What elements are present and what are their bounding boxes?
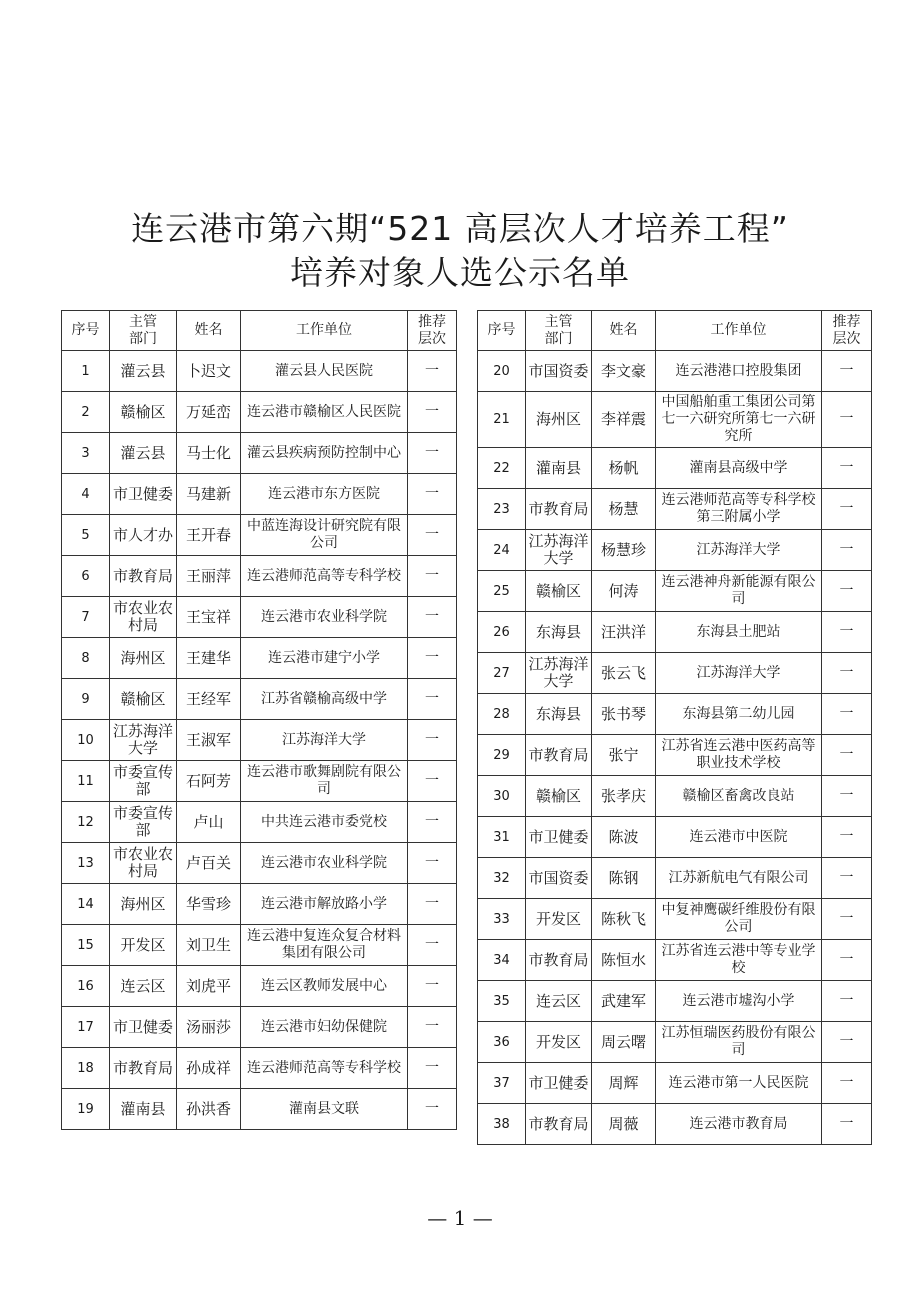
seq-cell: 28 [478,694,526,735]
name-cell: 王丽萍 [177,556,241,597]
dept-cell: 市国资委 [526,351,592,392]
table-row [62,884,457,925]
org-cell: 连云港市解放路小学 [241,884,408,925]
seq-cell: 1 [62,351,110,392]
dept-cell: 市农业农村局 [110,843,177,884]
level-cell: 一 [822,776,872,817]
seq-cell: 12 [62,802,110,843]
seq-cell: 32 [478,858,526,899]
table-row [478,940,872,981]
dept-cell: 市农业农村局 [110,597,177,638]
table-row [478,694,872,735]
seq-cell: 27 [478,653,526,694]
level-cell: 一 [822,489,872,530]
header-org: 工作单位 [656,311,822,351]
table-row [478,530,872,571]
name-cell: 王开春 [177,515,241,556]
level-cell: 一 [822,1104,872,1145]
dept-cell: 市卫健委 [110,474,177,515]
dept-cell: 东海县 [526,694,592,735]
org-cell: 中共连云港市委党校 [241,802,408,843]
table-row [478,653,872,694]
dept-cell: 市教育局 [110,1048,177,1089]
name-cell: 陈恒水 [592,940,656,981]
seq-cell: 5 [62,515,110,556]
name-cell: 石阿芳 [177,761,241,802]
table-row [478,858,872,899]
name-cell: 孙成祥 [177,1048,241,1089]
seq-cell: 21 [478,392,526,448]
org-cell: 灌云县疾病预防控制中心 [241,433,408,474]
table-row [62,720,457,761]
level-cell: 一 [822,817,872,858]
name-cell: 杨慧珍 [592,530,656,571]
header-seq: 序号 [478,311,526,351]
dept-cell: 江苏海洋大学 [110,720,177,761]
table-row [478,571,872,612]
seq-cell: 23 [478,489,526,530]
name-cell: 张孝庆 [592,776,656,817]
name-cell: 李文豪 [592,351,656,392]
dept-cell: 海州区 [110,884,177,925]
org-cell: 江苏省赣榆高级中学 [241,679,408,720]
document-title-line-1: 连云港市第六期“521 高层次人才培养工程” [131,209,789,248]
name-cell: 李祥震 [592,392,656,448]
name-cell: 孙洪香 [177,1089,241,1130]
seq-cell: 20 [478,351,526,392]
table-row [478,776,872,817]
org-cell: 连云港师范高等专科学校第三附属小学 [656,489,822,530]
level-cell: 一 [822,1063,872,1104]
seq-cell: 24 [478,530,526,571]
table-header-row [478,311,872,351]
table-row [478,1063,872,1104]
dept-cell: 赣榆区 [110,392,177,433]
level-cell: 一 [408,1007,457,1048]
seq-cell: 19 [62,1089,110,1130]
table-row [478,351,872,392]
org-cell: 连云港神舟新能源有限公司 [656,571,822,612]
org-cell: 连云港市墟沟小学 [656,981,822,1022]
org-cell: 江苏新航电气有限公司 [656,858,822,899]
name-cell: 陈秋飞 [592,899,656,940]
org-cell: 连云区教师发展中心 [241,966,408,1007]
level-cell: 一 [822,571,872,612]
org-cell: 赣榆区畜禽改良站 [656,776,822,817]
org-cell: 连云港市妇幼保健院 [241,1007,408,1048]
header-name: 姓名 [177,311,241,351]
org-cell: 连云港市农业科学院 [241,843,408,884]
level-cell: 一 [408,433,457,474]
seq-cell: 10 [62,720,110,761]
name-cell: 马士化 [177,433,241,474]
table-row [478,981,872,1022]
table-row [62,515,457,556]
header-level: 推荐 层次 [822,311,872,351]
seq-cell: 2 [62,392,110,433]
seq-cell: 4 [62,474,110,515]
table-row [478,392,872,448]
org-cell: 连云港师范高等专科学校 [241,1048,408,1089]
table-row [478,489,872,530]
level-cell: 一 [408,556,457,597]
dept-cell: 江苏海洋大学 [526,530,592,571]
header-dept: 主管 部门 [526,311,592,351]
table-row [62,761,457,802]
seq-cell: 36 [478,1022,526,1063]
org-cell: 江苏海洋大学 [656,530,822,571]
name-cell: 陈波 [592,817,656,858]
table-row [62,556,457,597]
level-cell: 一 [408,802,457,843]
org-cell: 中国船舶重工集团公司第七一六研究所第七一六研究所 [656,392,822,448]
seq-cell: 37 [478,1063,526,1104]
name-cell: 卜迟文 [177,351,241,392]
org-cell: 灌云县人民医院 [241,351,408,392]
dept-cell: 市教育局 [110,556,177,597]
table-row [62,1048,457,1089]
candidate-table-right [477,310,872,1145]
org-cell: 江苏省连云港中等专业学校 [656,940,822,981]
header-seq: 序号 [62,311,110,351]
name-cell: 杨慧 [592,489,656,530]
org-cell: 灌南县高级中学 [656,448,822,489]
dept-cell: 灌云县 [110,433,177,474]
seq-cell: 9 [62,679,110,720]
level-cell: 一 [822,392,872,448]
dept-cell: 连云区 [526,981,592,1022]
name-cell: 王建华 [177,638,241,679]
header-level: 推荐 层次 [408,311,457,351]
level-cell: 一 [822,1022,872,1063]
org-cell: 连云港市教育局 [656,1104,822,1145]
dept-cell: 市卫健委 [110,1007,177,1048]
dept-cell: 赣榆区 [526,776,592,817]
table-row [62,433,457,474]
org-cell: 灌南县文联 [241,1089,408,1130]
level-cell: 一 [822,448,872,489]
table-row [62,392,457,433]
level-cell: 一 [822,694,872,735]
level-cell: 一 [822,735,872,776]
seq-cell: 25 [478,571,526,612]
seq-cell: 22 [478,448,526,489]
dept-cell: 市教育局 [526,489,592,530]
name-cell: 陈钢 [592,858,656,899]
org-cell: 江苏恒瑞医药股份有限公司 [656,1022,822,1063]
dept-cell: 海州区 [526,392,592,448]
seq-cell: 38 [478,1104,526,1145]
table-row [478,899,872,940]
org-cell: 连云港市东方医院 [241,474,408,515]
name-cell: 王淑军 [177,720,241,761]
name-cell: 杨帆 [592,448,656,489]
org-cell: 连云港市中医院 [656,817,822,858]
seq-cell: 15 [62,925,110,966]
dept-cell: 江苏海洋大学 [526,653,592,694]
dept-cell: 开发区 [110,925,177,966]
name-cell: 张书琴 [592,694,656,735]
level-cell: 一 [408,515,457,556]
org-cell: 江苏海洋大学 [241,720,408,761]
table-row [62,1089,457,1130]
dept-cell: 灌云县 [110,351,177,392]
dept-cell: 海州区 [110,638,177,679]
dept-cell: 开发区 [526,1022,592,1063]
dept-cell: 市教育局 [526,735,592,776]
level-cell: 一 [822,899,872,940]
name-cell: 周云曙 [592,1022,656,1063]
level-cell: 一 [408,843,457,884]
table-row [62,597,457,638]
seq-cell: 16 [62,966,110,1007]
name-cell: 张宁 [592,735,656,776]
name-cell: 华雪珍 [177,884,241,925]
org-cell: 连云港师范高等专科学校 [241,556,408,597]
org-cell: 连云港市农业科学院 [241,597,408,638]
seq-cell: 11 [62,761,110,802]
table-row [478,1022,872,1063]
table-row [478,1104,872,1145]
level-cell: 一 [408,1089,457,1130]
seq-cell: 29 [478,735,526,776]
seq-cell: 34 [478,940,526,981]
name-cell: 万延峦 [177,392,241,433]
level-cell: 一 [408,966,457,1007]
seq-cell: 14 [62,884,110,925]
table-row [62,474,457,515]
level-cell: 一 [408,884,457,925]
seq-cell: 6 [62,556,110,597]
seq-cell: 26 [478,612,526,653]
org-cell: 东海县土肥站 [656,612,822,653]
org-cell: 江苏省连云港中医药高等职业技术学校 [656,735,822,776]
level-cell: 一 [822,858,872,899]
header-dept: 主管 部门 [110,311,177,351]
table-row [478,735,872,776]
name-cell: 张云飞 [592,653,656,694]
dept-cell: 市国资委 [526,858,592,899]
dept-cell: 市人才办 [110,515,177,556]
level-cell: 一 [408,392,457,433]
name-cell: 周辉 [592,1063,656,1104]
seq-cell: 7 [62,597,110,638]
level-cell: 一 [408,925,457,966]
header-org: 工作单位 [241,311,408,351]
seq-cell: 31 [478,817,526,858]
table-body-left [62,351,457,1130]
level-cell: 一 [408,1048,457,1089]
table-header-row [62,311,457,351]
table-row [62,1007,457,1048]
dept-cell: 市教育局 [526,940,592,981]
table-row [62,638,457,679]
dept-cell: 市委宣传部 [110,802,177,843]
name-cell: 何涛 [592,571,656,612]
dept-cell: 灌南县 [526,448,592,489]
table-row [62,802,457,843]
name-cell: 卢山 [177,802,241,843]
level-cell: 一 [408,597,457,638]
name-cell: 王宝祥 [177,597,241,638]
level-cell: 一 [822,940,872,981]
table-row [478,612,872,653]
table-row [478,817,872,858]
document-title-line-2: 培养对象人选公示名单 [290,253,630,292]
level-cell: 一 [408,761,457,802]
table-body-right [478,351,872,1145]
candidate-table-left [61,310,457,1130]
table-row [62,925,457,966]
table-row [62,966,457,1007]
dept-cell: 开发区 [526,899,592,940]
dept-cell: 市卫健委 [526,817,592,858]
name-cell: 卢百关 [177,843,241,884]
level-cell: 一 [408,351,457,392]
dept-cell: 市委宣传部 [110,761,177,802]
dept-cell: 灌南县 [110,1089,177,1130]
table-row [62,843,457,884]
level-cell: 一 [408,638,457,679]
table-row [62,679,457,720]
dept-cell: 赣榆区 [526,571,592,612]
seq-cell: 8 [62,638,110,679]
name-cell: 汤丽莎 [177,1007,241,1048]
dept-cell: 连云区 [110,966,177,1007]
org-cell: 东海县第二幼儿园 [656,694,822,735]
level-cell: 一 [822,351,872,392]
org-cell: 连云港市第一人民医院 [656,1063,822,1104]
level-cell: 一 [408,474,457,515]
org-cell: 连云港港口控股集团 [656,351,822,392]
org-cell: 连云港市建宁小学 [241,638,408,679]
seq-cell: 18 [62,1048,110,1089]
org-cell: 连云港市歌舞剧院有限公司 [241,761,408,802]
dept-cell: 市卫健委 [526,1063,592,1104]
seq-cell: 35 [478,981,526,1022]
page-number: — 1 — [427,1206,493,1230]
seq-cell: 17 [62,1007,110,1048]
table-row [62,351,457,392]
level-cell: 一 [822,612,872,653]
name-cell: 武建军 [592,981,656,1022]
header-name: 姓名 [592,311,656,351]
name-cell: 周薇 [592,1104,656,1145]
seq-cell: 33 [478,899,526,940]
org-cell: 连云港中复连众复合材料集团有限公司 [241,925,408,966]
seq-cell: 30 [478,776,526,817]
name-cell: 王经军 [177,679,241,720]
name-cell: 马建新 [177,474,241,515]
seq-cell: 13 [62,843,110,884]
org-cell: 江苏海洋大学 [656,653,822,694]
table-row [478,448,872,489]
name-cell: 汪洪洋 [592,612,656,653]
org-cell: 连云港市赣榆区人民医院 [241,392,408,433]
level-cell: 一 [408,679,457,720]
name-cell: 刘卫生 [177,925,241,966]
org-cell: 中复神鹰碳纤维股份有限公司 [656,899,822,940]
level-cell: 一 [822,653,872,694]
level-cell: 一 [408,720,457,761]
dept-cell: 东海县 [526,612,592,653]
level-cell: 一 [822,530,872,571]
org-cell: 中蓝连海设计研究院有限公司 [241,515,408,556]
dept-cell: 赣榆区 [110,679,177,720]
name-cell: 刘虎平 [177,966,241,1007]
dept-cell: 市教育局 [526,1104,592,1145]
seq-cell: 3 [62,433,110,474]
level-cell: 一 [822,981,872,1022]
